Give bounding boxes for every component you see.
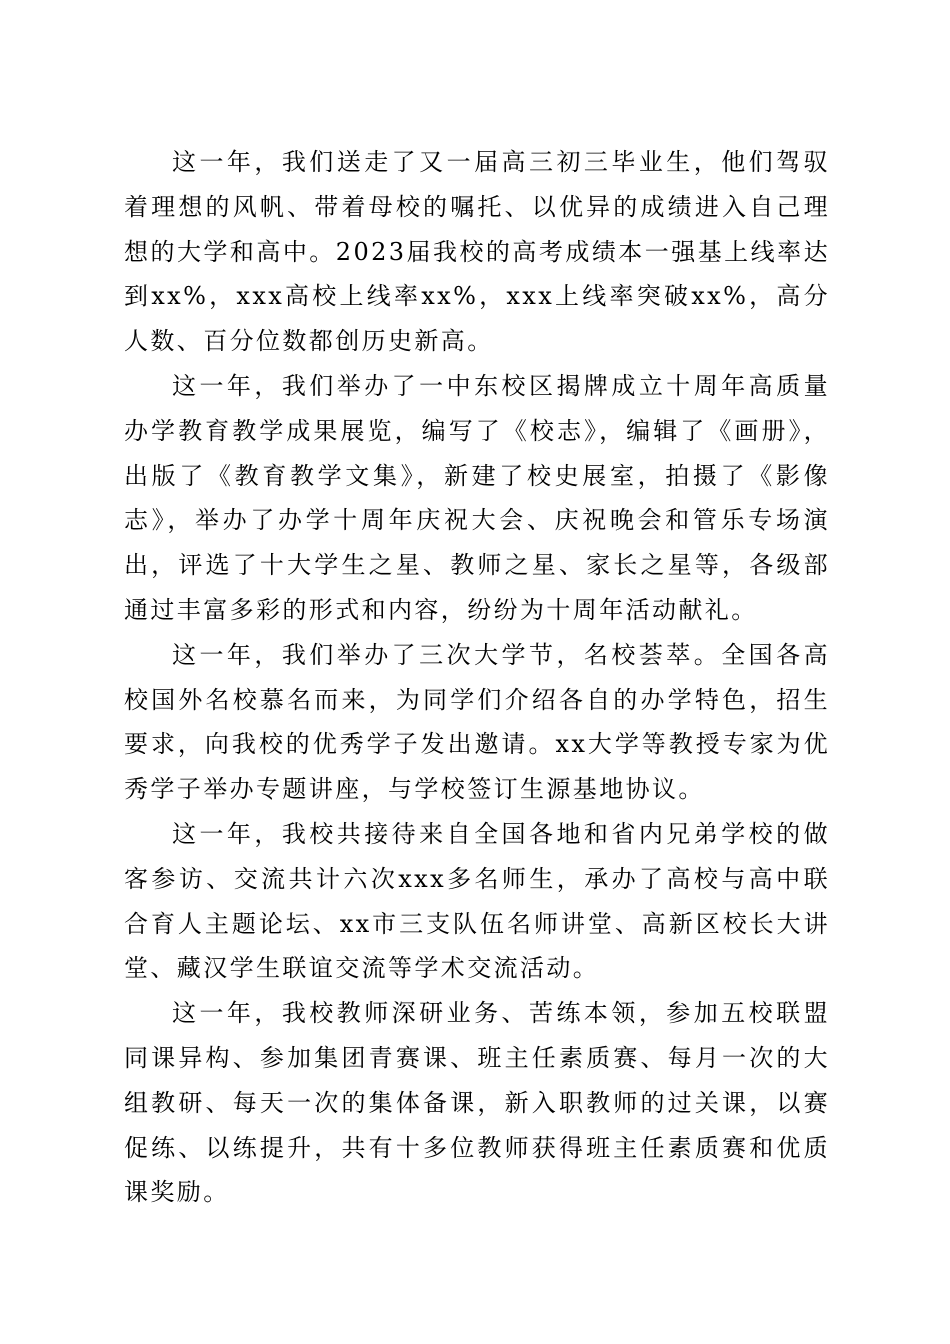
paragraph-anniversary: 这一年，我们举办了一中东校区揭牌成立十周年高质量办学教育教学成果展览，编写了《校志》，编辑了《画册》，出版了《教育教学文集》，新建了校史展室，拍摄了《影像志》，举办了办学十周年庆祝大会、庆祝晚会和管乐专场演出，评选了十大学生之星、教师之星、家长之星等，各级部通过丰富多彩的形式和内容，纷纷为十周年活动献礼。 <box>124 371 830 624</box>
paragraph-teacher-training: 这一年，我校教师深研业务、苦练本领，参加五校联盟同课异构、参加集团青赛课、班主任素质赛、每月一次的大组教研、每天一次的集体备课，新入职教师的过关课，以赛促练、以练提升，共有十多位教师获得班主任素质赛和优质课奖励。 <box>124 999 830 1207</box>
paragraph-university-festival: 这一年，我们举办了三次大学节，名校荟萃。全国各高校国外名校慕名而来，为同学们介绍各自的办学特色，招生要求，向我校的优秀学子发出邀请。xx大学等教授专家为优秀学子举办专题讲座，与学校签订生源基地协议。 <box>124 640 830 804</box>
paragraph-graduates: 这一年，我们送走了又一届高三初三毕业生，他们驾驭着理想的风帆、带着母校的嘱托、以优异的成绩进入自己理想的大学和高中。2023届我校的高考成绩本一强基上线率达到xx%，xxx高校上线率xx%，xxx上线率突破xx%，高分人数、百分位数都创历史新高。 <box>124 148 830 356</box>
paragraph-visits-exchanges: 这一年，我校共接待来自全国各地和省内兄弟学校的做客参访、交流共计六次xxx多名师生，承办了高校与高中联合育人主题论坛、xx市三支队伍名师讲堂、高新区校长大讲堂、藏汉学生联谊交流等学术交流活动。 <box>124 819 830 983</box>
document-body <box>124 140 830 1215</box>
